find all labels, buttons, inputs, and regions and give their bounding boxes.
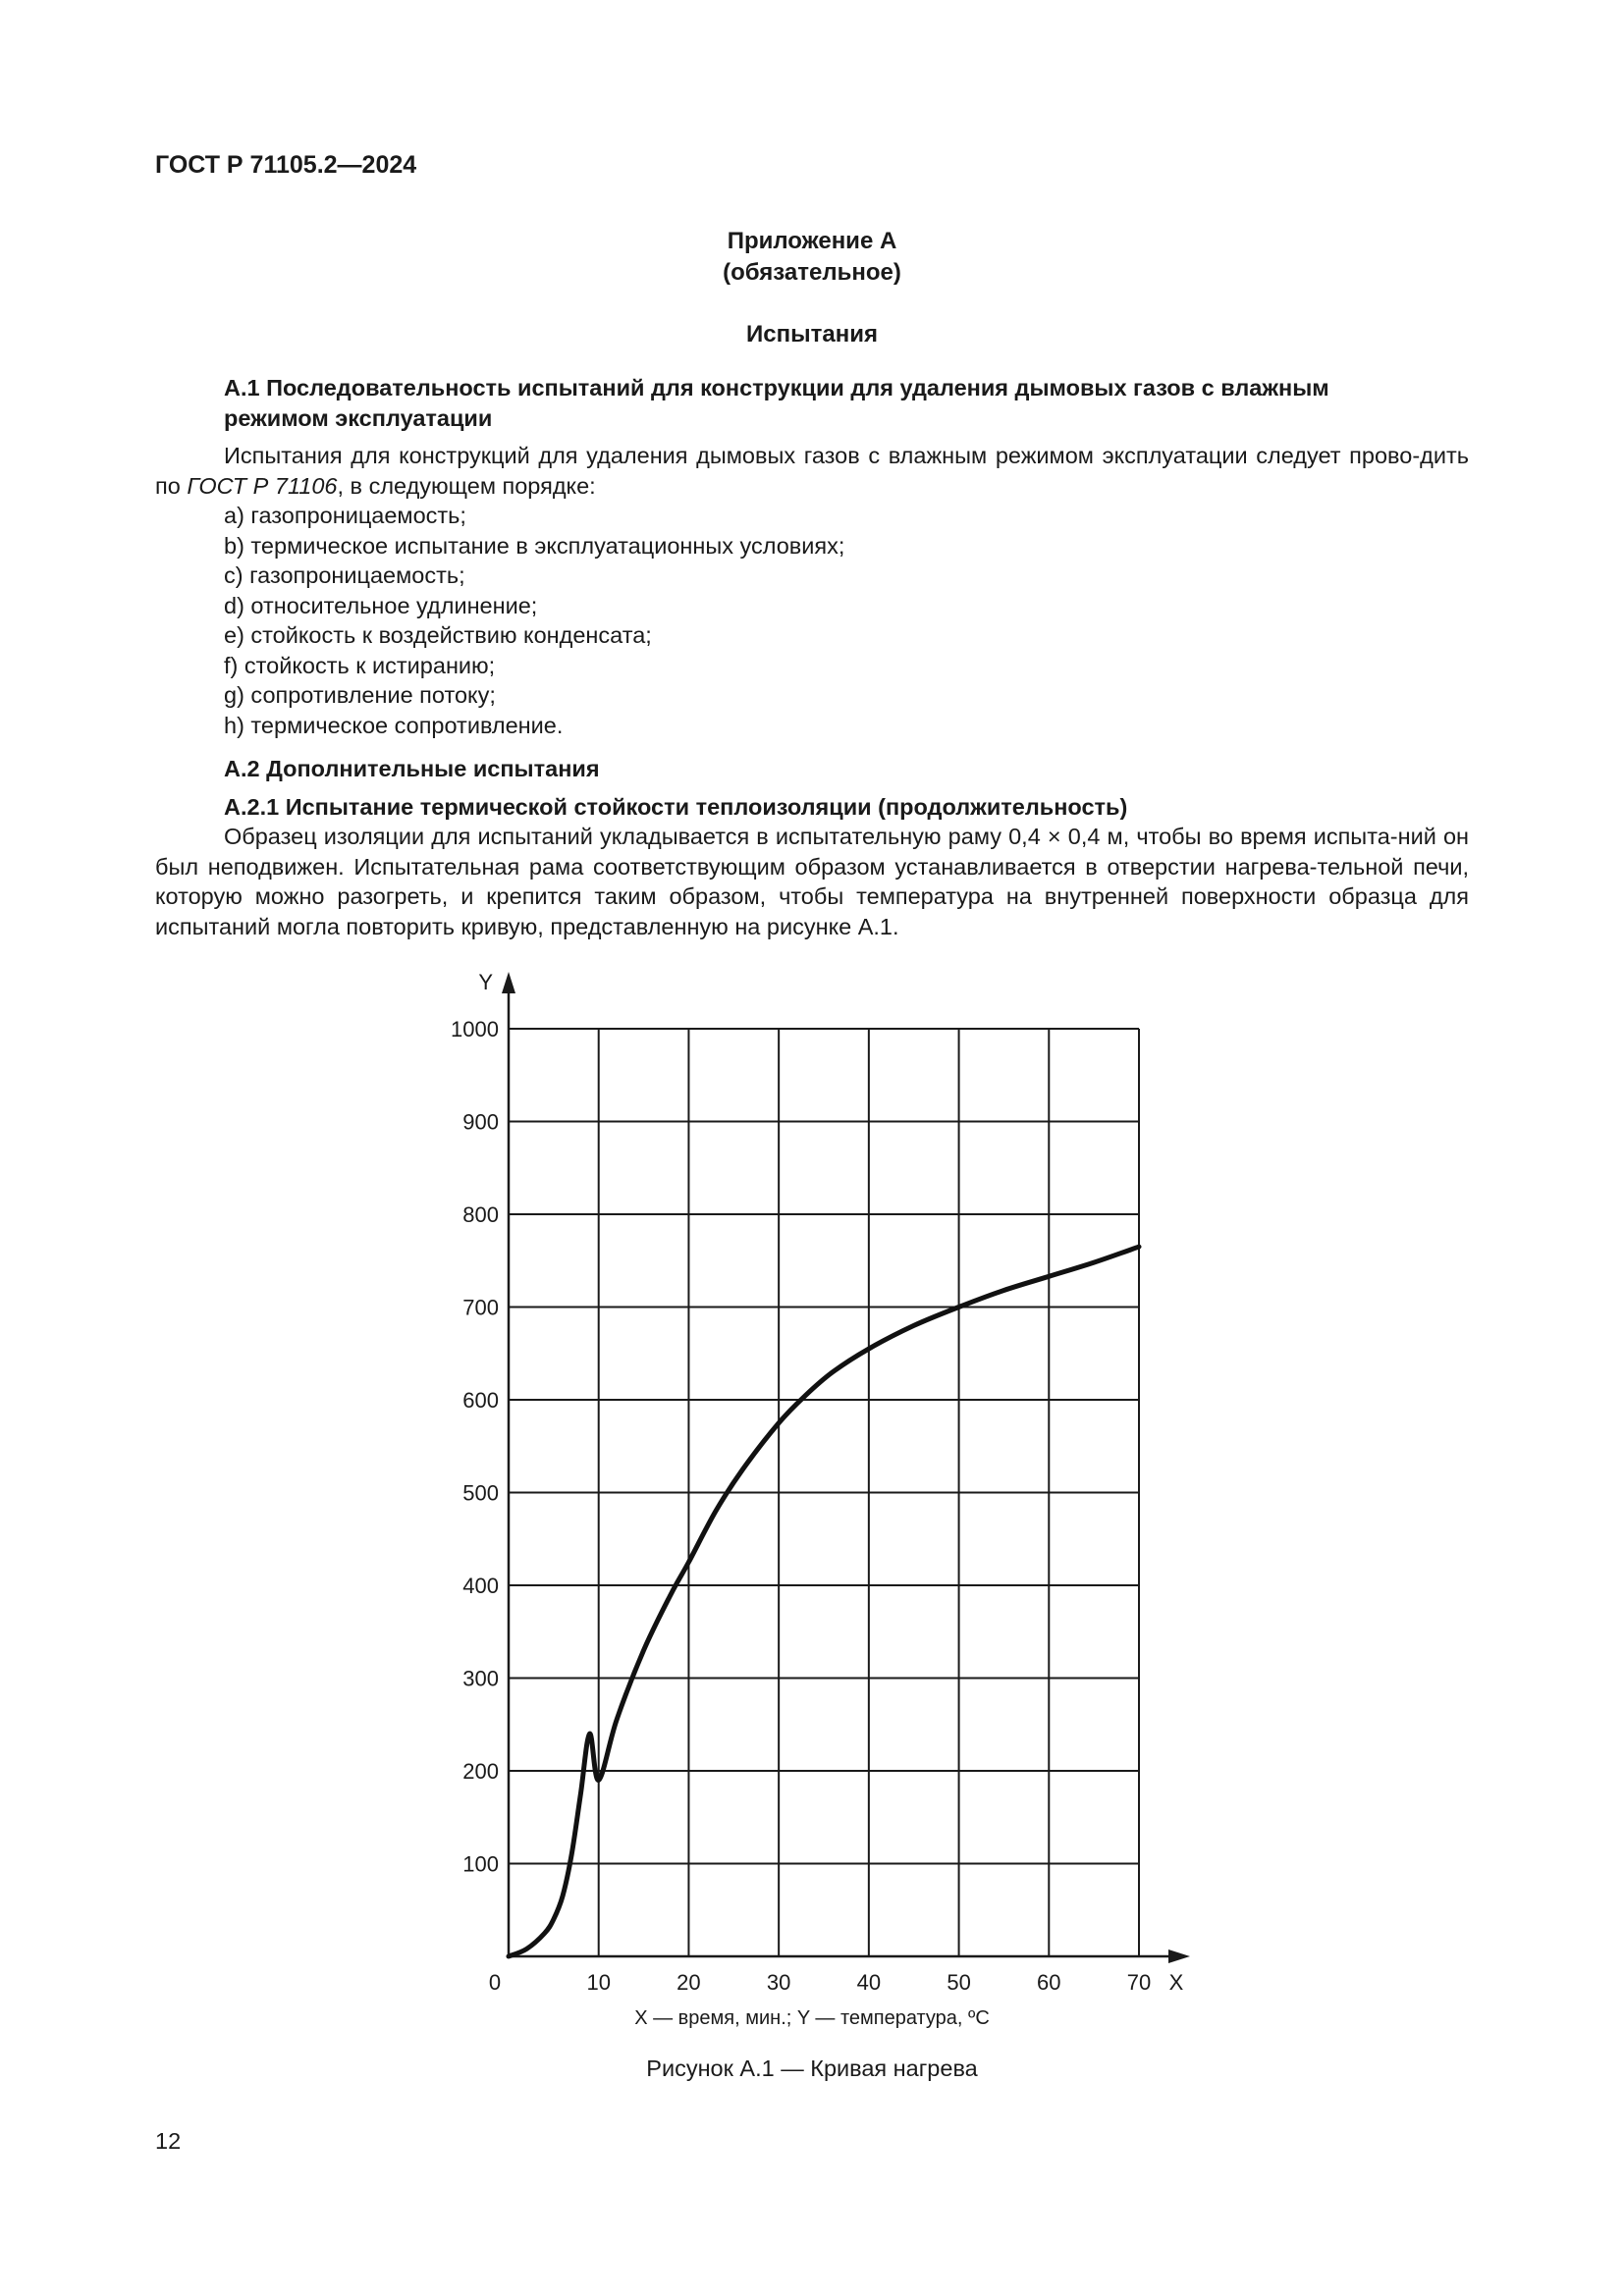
- y-tick-label: 200: [462, 1759, 499, 1784]
- annex-title: [0, 226, 1624, 289]
- x-tick-label: 10: [586, 1970, 611, 1995]
- annex-name: Приложение А: [727, 228, 897, 254]
- y-axis-label: Y: [478, 970, 493, 994]
- clause-a1-heading-line1: А.1 Последовательность испытаний для конструкции для удаления дымовых газов с влажным: [224, 375, 1329, 400]
- x-axis-label: X: [1168, 1970, 1184, 1995]
- y-tick-label: 700: [462, 1295, 499, 1320]
- list-item: d) относительное удлинение;: [224, 592, 538, 618]
- list-item: c) газопроницаемость;: [224, 562, 465, 588]
- clause-a21-text: Образец изоляции для испытаний укладывается в испытательную раму 0,4 × 0,4 м, чтобы во время испыта-ний он был неподвижен. Испытательная рама соответствующим образом устанавливается в отверстии нагрева-тельной печи, которую можно разогреть, и крепится таким образом, чтобы температура на внутренней поверхности образца для испытаний могла повторить кривую, представленную на рисунке А.1.: [155, 824, 1469, 939]
- page-number: 12: [155, 2128, 182, 2154]
- y-tick-label: 900: [462, 1109, 499, 1135]
- clause-a1-intro-b: , в следующем порядке:: [337, 472, 596, 499]
- y-tick-label: 300: [462, 1666, 499, 1691]
- list-item: b) термическое испытание в эксплуатационных условиях;: [224, 532, 845, 559]
- x-tick-label: 30: [766, 1970, 791, 1995]
- x-tick-label: 60: [1037, 1970, 1061, 1995]
- list-item: f) стойкость к истиранию;: [224, 652, 496, 678]
- y-tick-label: 400: [462, 1574, 499, 1598]
- test-sequence-list: [155, 501, 1469, 740]
- x-axis-arrow: [1168, 1949, 1190, 1963]
- clause-a21-heading: А.2.1 Испытание термической стойкости теплоизоляции (продолжительность): [224, 793, 1128, 820]
- x-tick-label: 70: [1126, 1970, 1152, 1995]
- annex-status: (обязательное): [723, 259, 901, 286]
- y-tick-label: 1000: [451, 1017, 499, 1041]
- y-tick-label: 500: [462, 1480, 499, 1506]
- x-tick-label: 40: [856, 1970, 882, 1995]
- x-tick-label: 0: [488, 1970, 502, 1995]
- y-axis-arrow: [502, 972, 515, 993]
- y-tick-label: 600: [462, 1388, 499, 1413]
- list-item: g) сопротивление потоку;: [224, 682, 496, 708]
- x-tick-label: 50: [947, 1970, 971, 1995]
- list-item: h) термическое сопротивление.: [224, 712, 564, 738]
- clause-a1-heading-line2: режимом эксплуатации: [224, 404, 493, 431]
- y-tick-label: 100: [462, 1851, 499, 1877]
- list-item: e) стойкость к воздействию конденсата;: [224, 622, 652, 648]
- document-header: ГОСТ Р 71105.2—2024: [155, 151, 417, 179]
- figure-legend: X — время, мин.; Y — температура, ºС: [634, 2007, 990, 2029]
- document-body: [155, 373, 1469, 941]
- clause-a1-intro: [155, 441, 1469, 501]
- figure-caption: Рисунок А.1 — Кривая нагрева: [646, 2056, 978, 2081]
- y-tick-label: 800: [462, 1202, 499, 1227]
- x-tick-label: 20: [677, 1970, 701, 1995]
- section-title: Испытания: [746, 321, 878, 347]
- standard-reference-link: ГОСТ Р 71106: [187, 472, 338, 499]
- clause-a1-intro-a: Испытания для конструкций для удаления дымовых газов с влажным режимом эксплуатации следует прово-дить по: [155, 443, 1469, 499]
- clause-a1-heading: [155, 373, 1469, 433]
- clause-a2-heading: А.2 Дополнительные испытания: [224, 756, 600, 781]
- list-item: a) газопроницаемость;: [224, 503, 466, 528]
- heating-curve-line: [509, 1247, 1139, 1956]
